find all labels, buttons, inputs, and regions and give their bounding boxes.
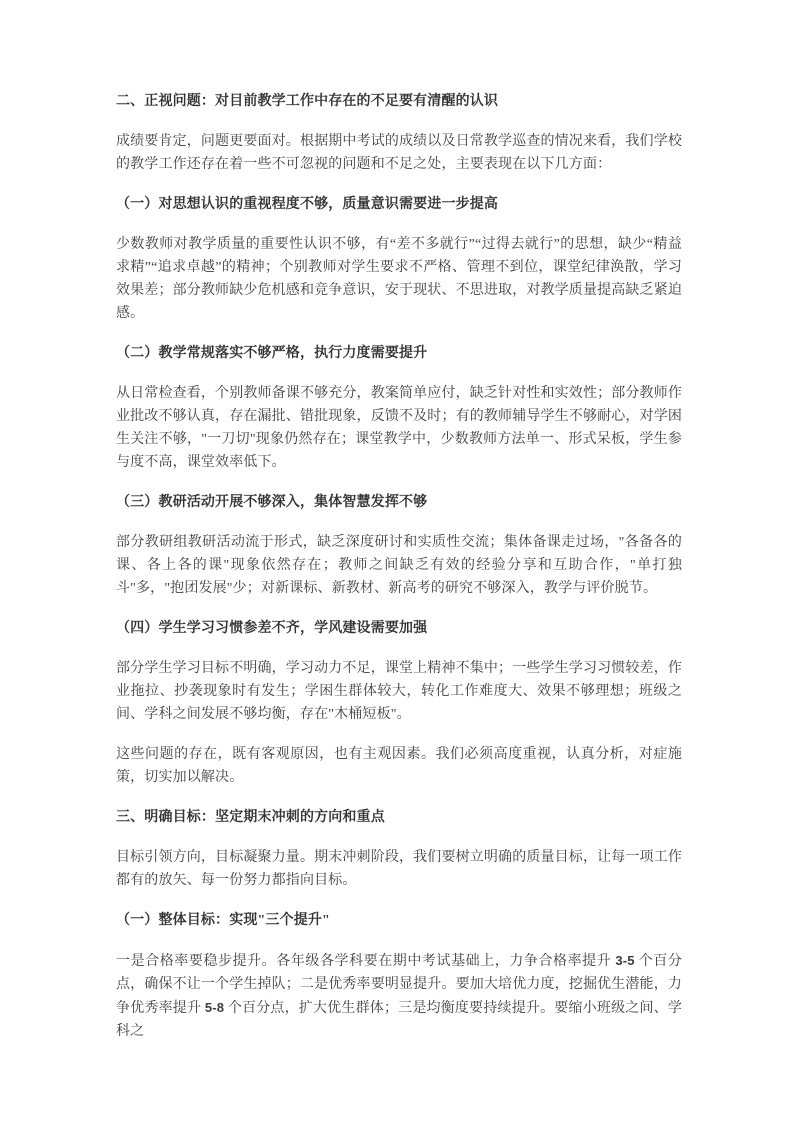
- percent-range-pass-rate: 3-5: [615, 953, 635, 968]
- paragraph-segment: 一是合格率要稳步提升。各年级各学科要在期中考试基础上，力争合格率提升: [116, 954, 616, 969]
- paragraph-2-4-body: 部分学生学习目标不明确，学习动力不足，课堂上精神不集中；一些学生学习习惯较差，作业拖拉、抄袭现象时有发生；学困生群体较大，转化工作难度大、效果不够理想；班级之间、学科之间发展不够均衡，存在"木桶短板"。: [116, 661, 682, 722]
- paragraph-segment: 个百分点，确保不让一个学生掉队；二是优秀率要明显提升。要加大培优力度，挖掘优生潜能，力争优秀率提升: [116, 954, 682, 1016]
- paragraph-intro-problems: 成绩要肯定，问题更要面对。根据期中考试的成绩以及日常教学巡查的情况来看，我们学校的教学工作还存在着一些不可忽视的问题和不足之处，主要表现在以下几方面：: [116, 134, 682, 172]
- paragraph-2-1-body: 少数教师对教学质量的重要性认识不够，有“差不多就行”“过得去就行”的思想，缺少“精益求精”“追求卓越”的精神；个别教师对学生要求不严格、管理不到位，课堂纪律涣散，学习效果差；部分教师缺少危机感和竞争意识，安于现状、不思进取，对教学质量提高缺乏紧迫感。: [116, 237, 682, 321]
- paragraph-2-3-body: 部分教研组教研活动流于形式，缺乏深度研讨和实质性交流；集体备课走过场，"各备各的课、各上各的课"现象依然存在；教师之间缺乏有效的经验分享和互助合作，"单打独斗"多，"抱团发展"少；对新课标、新教材、新高考的研究不够深入，教学与评价脱节。: [116, 535, 682, 596]
- subsection-heading-2-1: （一）对思想认识的重视程度不够，质量意识需要进一步提高: [116, 197, 499, 212]
- subsection-heading-3-1: （一）整体目标：实现"三个提升": [116, 913, 330, 928]
- subsection-heading-2-3: （三）教研活动开展不够深入，集体智慧发挥不够: [116, 495, 428, 510]
- section-heading-2: 二、正视问题：对目前教学工作中存在的不足要有清醒的认识: [116, 94, 499, 109]
- paragraph-3-1-body: [116, 949, 682, 1043]
- subsection-heading-2-2: （二）教学常规落实不够严格，执行力度需要提升: [116, 346, 428, 361]
- paragraph-problems-summary: 这些问题的存在，既有客观原因，也有主观因素。我们必须高度重视，认真分析，对症施策，切实加以解决。: [116, 747, 682, 785]
- paragraph-segment: 个百分点，扩大优生群体；三是均衡度要持续提升。要缩小班级之间、学科之: [116, 1001, 682, 1039]
- paragraph-goals-intro: 目标引领方向，目标凝聚力量。期末冲刺阶段，我们要树立明确的质量目标，让每一项工作都有的放矢、每一份努力都指向目标。: [116, 850, 682, 888]
- percent-range-excellent-rate: 5-8: [204, 1000, 225, 1015]
- paragraph-2-2-body: 从日常检查看，个别教师备课不够充分，教案简单应付，缺乏针对性和实效性；部分教师作业批改不够认真，存在漏批、错批现象，反馈不及时；有的教师辅导学生不够耐心，对学困生关注不够，"一刀切"现象仍然存在；课堂教学中，少数教师方法单一、形式呆板，学生参与度不高，课堂效率低下。: [116, 386, 682, 470]
- document-text-area: [116, 90, 682, 1060]
- section-heading-3: 三、明确目标：坚定期末冲刺的方向和重点: [116, 810, 385, 825]
- subsection-heading-2-4: （四）学生学习习惯参差不齐，学风建设需要加强: [116, 621, 428, 636]
